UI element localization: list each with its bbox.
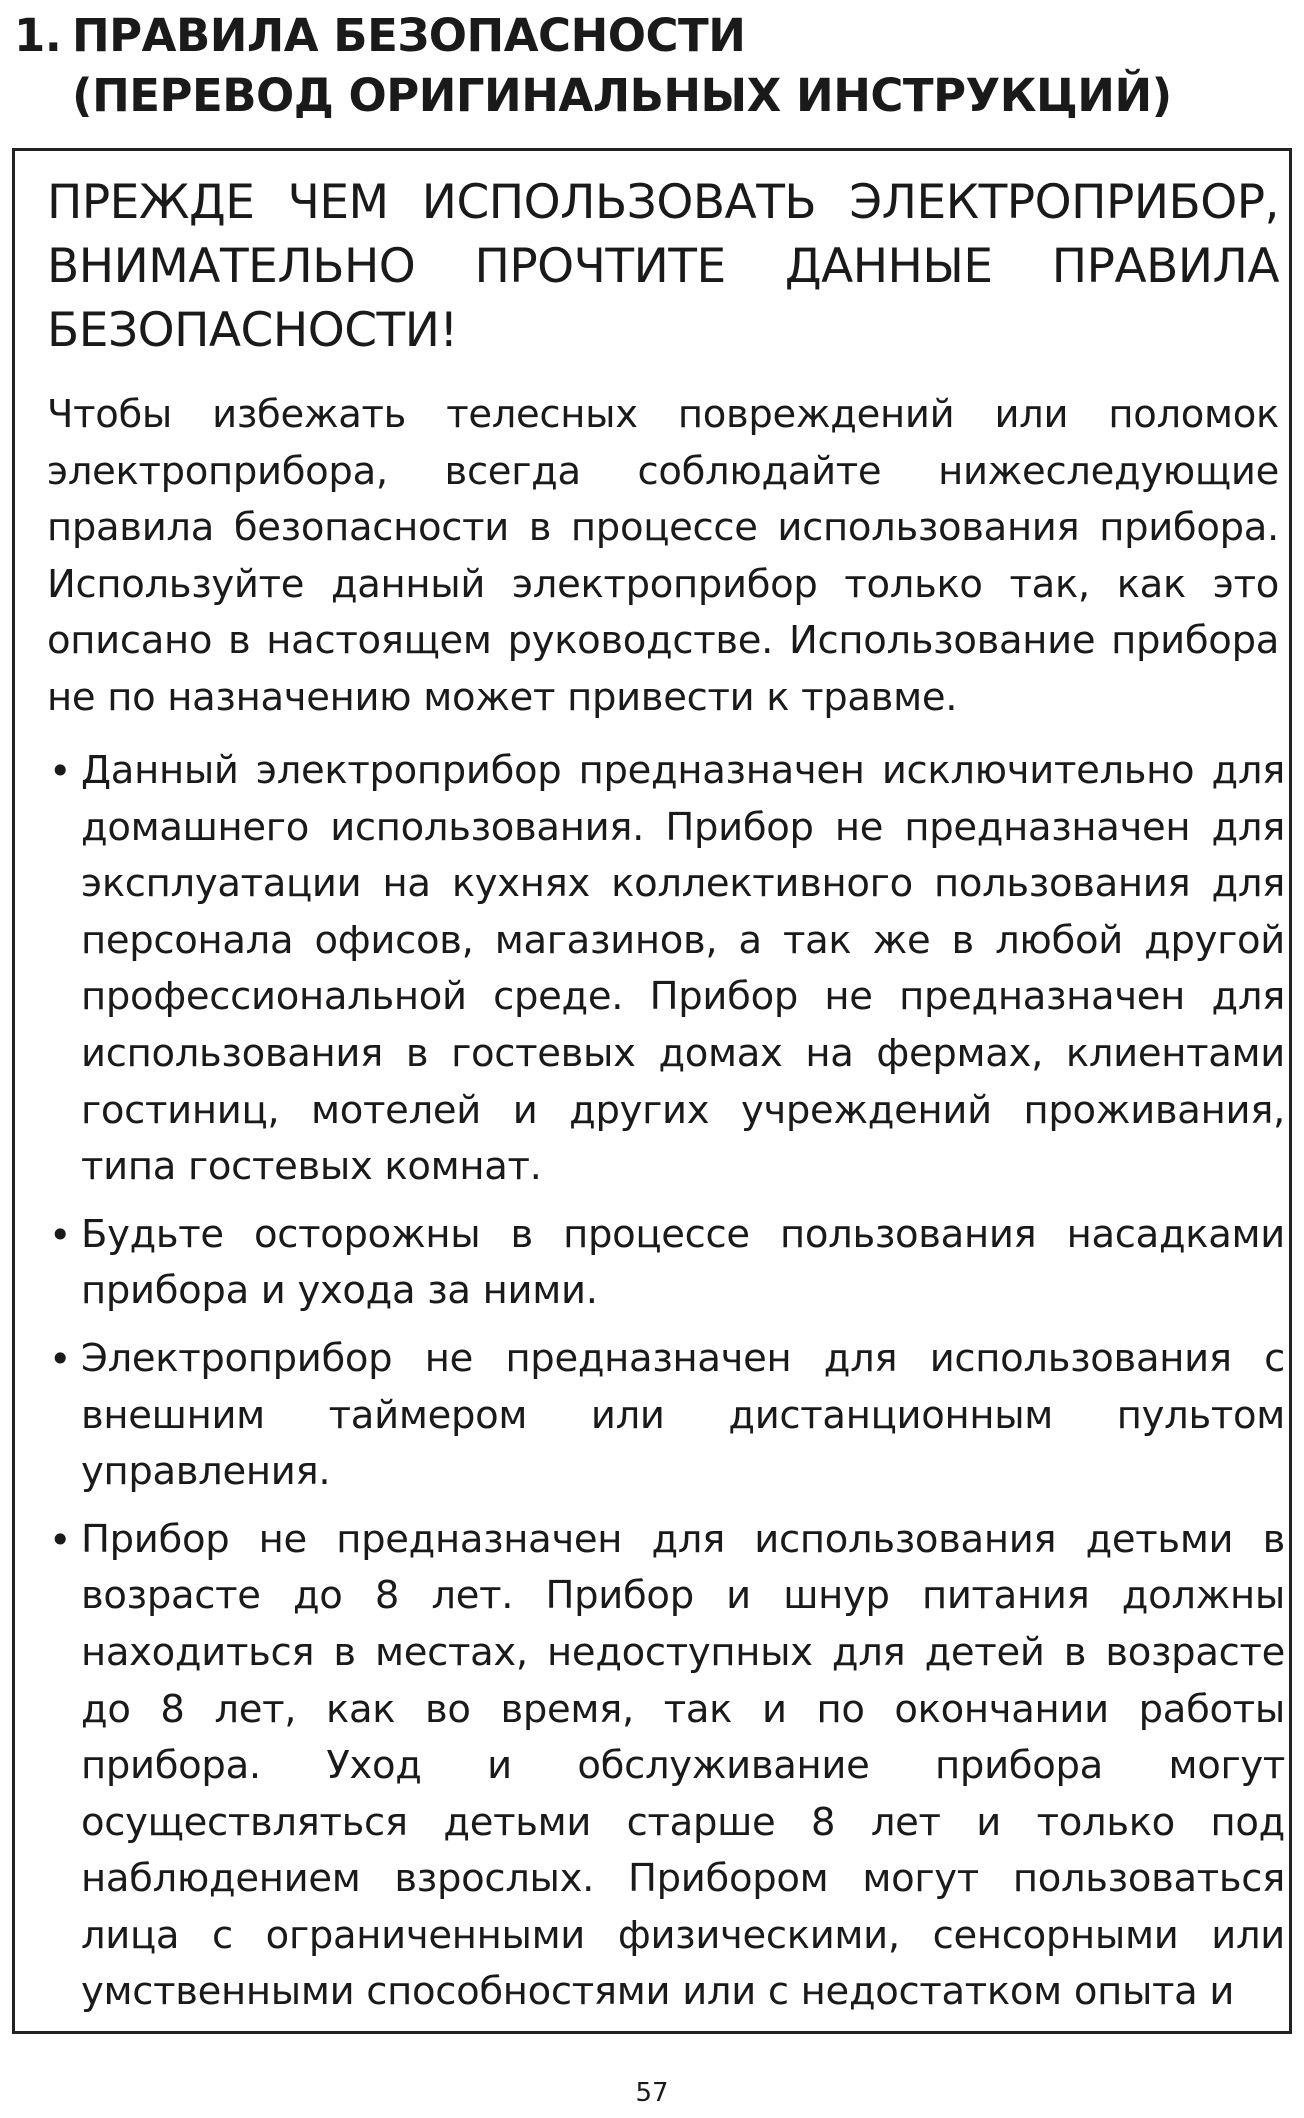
heading-line-1 [14,6,1172,66]
heading-title: ПРАВИЛА БЕЗОПАСНОСТИ [72,9,746,62]
section-heading [14,6,1172,126]
page-number: 57 [635,2078,669,2108]
list-item [47,1512,1285,2021]
safety-rules-box [12,148,1292,2034]
list-item [47,1331,1285,1501]
warning-text: ПРЕЖДЕ ЧЕМ ИСПОЛЬЗОВАТЬ ЭЛЕКТРОПРИБОР, ВНИМАТЕЛЬНО ПРОЧТИТЕ ДАННЫЕ ПРАВИЛА БЕЗОПАСНОСТИ! [47,175,1279,358]
list-item-text: Электроприбор не предназначен для использования с внешним таймером или дистанционным пультом управления. [81,1335,1285,1495]
bullet-icon: • [49,1336,72,1381]
section-number: 1. [14,9,62,62]
intro-paragraph: Чтобы избежать телесных повреждений или поломок электроприбора, всегда соблюдайте нижеследующие правила безопасности в процессе использования прибора. Используйте данный электроприбор только так, как это описано в настоящем руководстве. Использование прибора не по назначению может привести к травме. [47,392,1279,720]
bullet-icon: • [49,749,72,793]
list-item [47,743,1285,1196]
heading-subtitle: (ПЕРЕВОД ОРИГИНАЛЬНЫХ ИНСТРУКЦИЙ) [72,69,1172,122]
list-item-text: Будьте осторожны в процессе пользования насадками прибора и ухода за ними. [81,1211,1285,1314]
bullet-icon: • [49,1517,72,1562]
list-item-text: Данный электроприбор предназначен исключительно для домашнего использования. Прибор не предназначен для эксплуатации на кухнях коллективного пользования для персонала офисов, магазинов, а так же в любой другой профессиональной среде. Прибор не предназначен для использования в гостевых домах на фермах, клиентами гостиниц, мотелей и других учреждений проживания, типа гостевых комнат. [81,748,1285,1190]
list-item-text: Прибор не предназначен для использования детьми в возрасте до 8 лет. Прибор и шнур питания должны находиться в местах, недоступных для детей в возрасте до 8 лет, как во время, так и по окончании работы прибора. Уход и обслуживание прибора могут осуществляться детьми старше 8 лет и только под наблюдением взрослых. Прибором могут пользоваться лица с ограниченными физическими, сенсорными или умственными способностями или с недостатком опыта и [81,1516,1285,2015]
safety-bullet-list [47,743,1285,2032]
list-item [47,1207,1285,1320]
bullet-icon: • [49,1212,72,1257]
